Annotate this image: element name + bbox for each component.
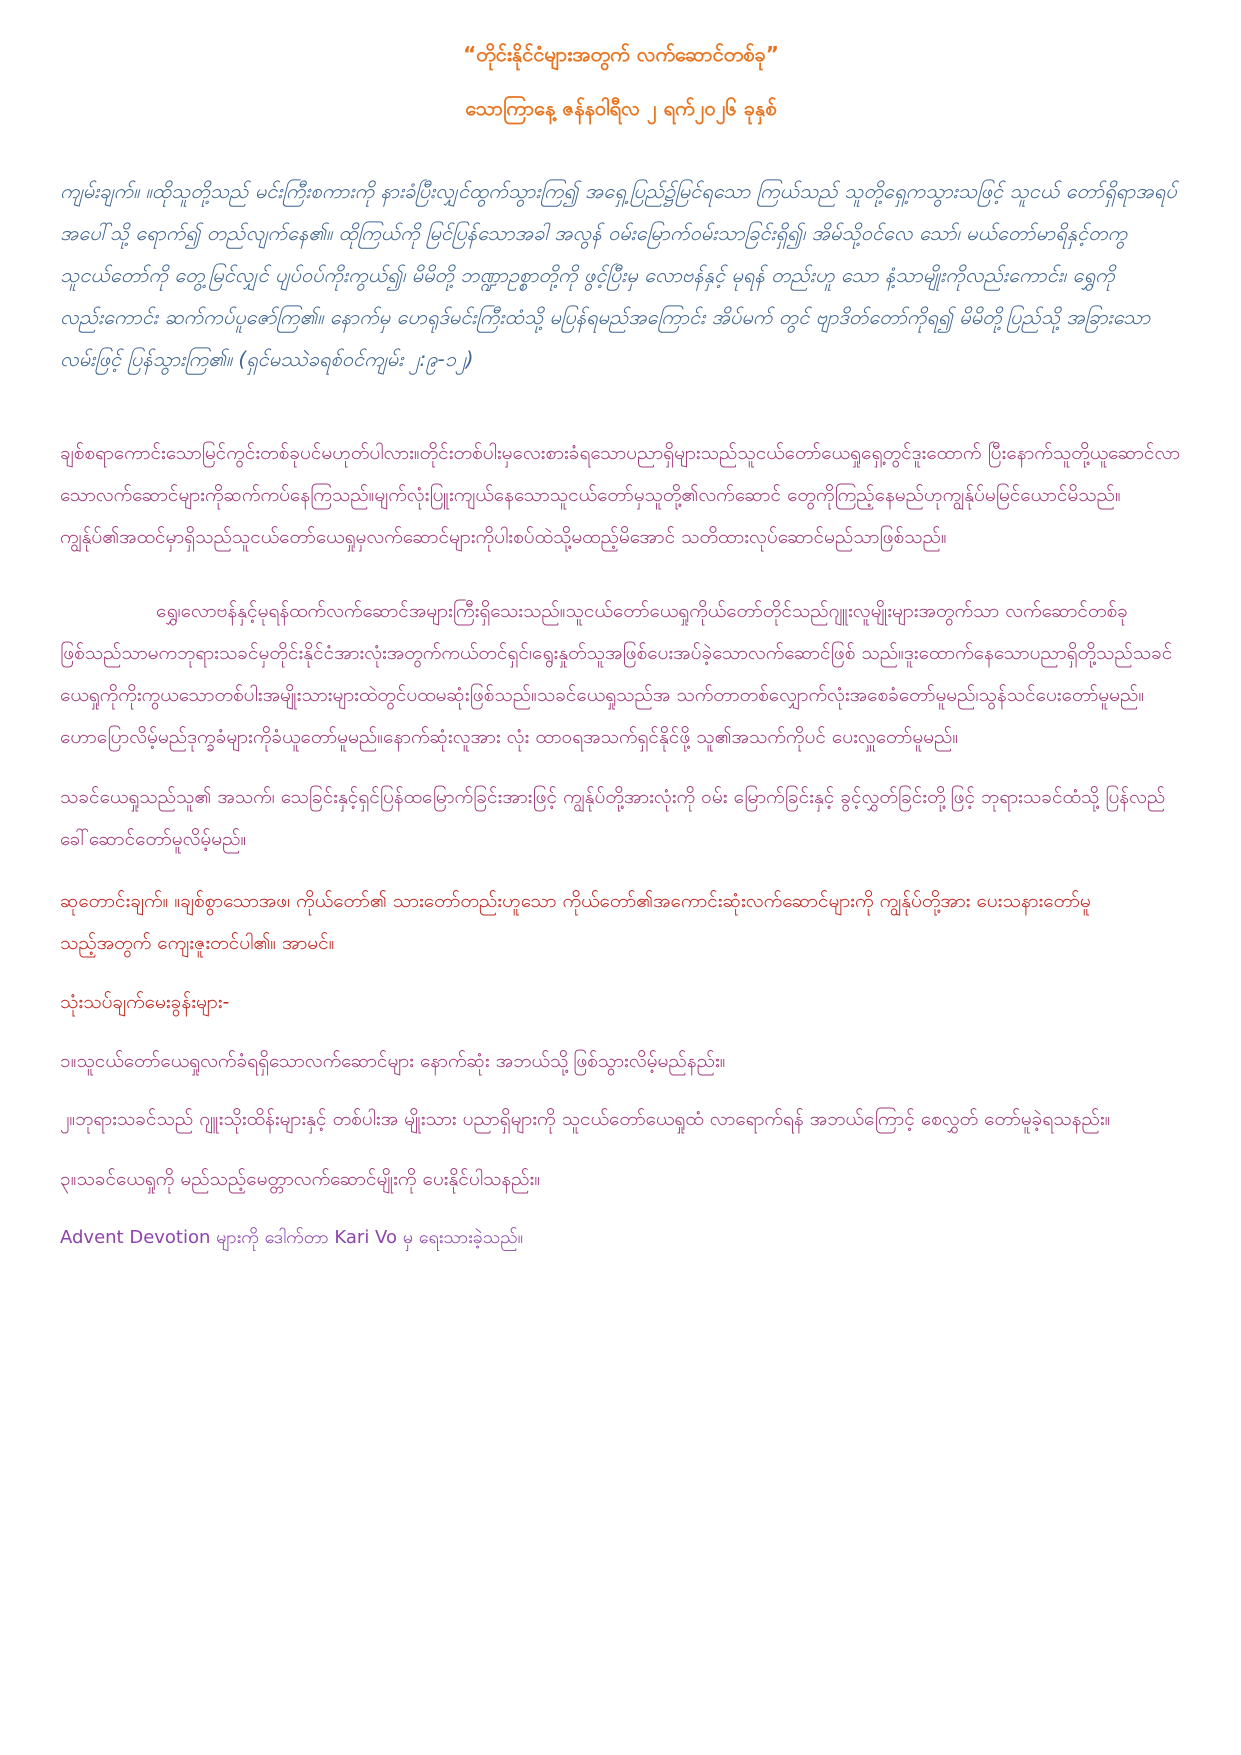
question-3: ၃။သခင်ယေရှုကို မည်သည့်မေတ္တာလက်ဆောင်မျိုးကို ပေးနိုင်ပါသနည်း။	[60, 1168, 541, 1190]
prayer-paragraph: ဆုတောင်းချက်။ ။ချစ်စွာသောအဖ၊ ကိုယ်တော်၏ သားတော်တည်းဟူသော ကိုယ်တော်၏အကောင်းဆုံးလက်ဆောင်များကို ကျွန်ုပ်တို့အား ပေးသနားတော်မူသည့်အတွက် ကျေးဇူးတင်ပါ၏။ အာမင်။	[60, 890, 1091, 954]
question-2: ၂။ဘုရားသခင်သည် ဂျူးသိုးထိန်းများနှင့် တစ်ပါးအ မျိုးသား ပညာရှိများကို သူငယ်တော်ယေရှုထံ လာရောက်ရန် အဘယ်ကြောင့် စေလွှတ် တော်မူခဲ့ရသနည်း။	[60, 1108, 1111, 1130]
devotion-page	[60, 38, 1182, 1276]
body-paragraph-3: သခင်ယေရှုသည်သူ၏ အသက်၊ သေခြင်းနှင့်ရှင်ပြန်ထမြောက်ခြင်းအားဖြင့် ကျွန်ုပ်တို့အားလုံးကို ဝမ်း မြောက်ခြင်းနှင့် ခွင့်လွှတ်ခြင်းတို့ဖြင့် ဘုရားသခင်ထံသို့ ပြန်လည်ခေါ်ဆောင်တော်မူလိမ့်မည်။	[60, 786, 1166, 850]
question-1: ၁။သူငယ်တော်ယေရှုလက်ခံရရှိသောလက်ဆောင်များ နောက်ဆုံး အဘယ်သို့ဖြစ်သွားလိမ့်မည်နည်း။	[60, 1050, 726, 1072]
document-date: သောကြာနေ့ ဇန်နဝါရီလ ၂ ရက်၂၀၂၆ ခုနှစ်	[465, 96, 777, 120]
body-paragraph-2: ရွှေ၊လောဗန်နှင့်မုရန်ထက်လက်ဆောင်အများကြီးရှိသေးသည်။သူငယ်တော်ယေရှုကိုယ်တော်တိုင်သည်ဂျူးလူမျိုးများအတွက်သာ လက်ဆောင်တစ်ခုဖြစ်သည်သာမကဘုရားသခင်မှတိုင်းနိုင်ငံအားလုံးအတွက်ကယ်တင်ရှင်၊ရွေးနှုတ်သူအဖြစ်ပေးအပ်ခဲ့သောလက်ဆောင်ဖြစ် သည်။ဒူးထောက်နေသောပညာရှိတို့သည်သခင်ယေရှုကိုကိုးကွယသောတစ်ပါးအမျိုးသားများထဲတွင်ပထမဆုံးဖြစ်သည်။သခင်ယေရှုသည်အ သက်တာတစ်လျှောက်လုံးအစေခံတော်မူမည်၊သွန်သင်ပေးတော်မူမည်။ဟောပြောလိမ့်မည်ဒုက္ခခံများကိုခံယူတော်မူမည်။နောက်ဆုံးလူအား လုံး ထာဝရအသက်ရှင်နိုင်ဖို့ သူ၏အသက်ကိုပင် ပေးလှူတော်မူမည်။	[60, 600, 1173, 748]
author-credit: Advent Devotion များကို ဒေါက်တာ Kari Vo မှ ရေးသားခဲ့သည်။	[60, 1227, 524, 1248]
questions-heading: သုံးသပ်ချက်မေးခွန်းများ-	[60, 991, 230, 1013]
scripture-passage: ကျမ်းချက်။ ။ထိုသူတို့သည် မင်းကြီးစကားကို နားခံပြီးလျှင်ထွက်သွားကြ၍ အရှေ့ပြည်၌မြင်ရသော ကြယ်သည် သူတို့ရှေ့ကသွားသဖြင့် သူငယ် တော်ရှိရာအရပ်အပေါ်သို့ ရောက်၍ တည်လျက်နေ၏။ ထိုကြယ်ကို မြင်ပြန်သောအခါ အလွန် ဝမ်းမြောက်ဝမ်းသာခြင်းရှိ၍၊ အိမ်သို့ဝင်လေ သော်၊ မယ်တော်မာရိနှင့်တကွ သူငယ်တော်ကို တွေ့မြင်လျှင် ပျပ်ဝပ်ကိုးကွယ်၍၊ မိမိတို့ ဘဏ္ဍာဥစ္စာတို့ကို ဖွင့်ပြီးမှ လောဗန်နှင့် မုရန် တည်းဟူ သော နံ့သာမျိုးကိုလည်းကောင်း၊ ရွှေကိုလည်းကောင်း ဆက်ကပ်ပူဇော်ကြ၏။ နောက်မှ ဟေရုဒ်မင်းကြီးထံသို့ မပြန်ရမည်အကြောင်း အိပ်မက် တွင် ဗျာဒိတ်တော်ကိုရ၍ မိမိတို့ပြည်သို့ အခြားသောလမ်းဖြင့် ပြန်သွားကြ၏။ (ရှင်မဿဲခရစ်ဝင်ကျမ်း ၂:၉-၁၂)	[60, 179, 1177, 371]
body-paragraph-1: ချစ်စရာကောင်းသောမြင်ကွင်းတစ်ခုပင်မဟုတ်ပါလား။တိုင်းတစ်ပါးမှလေးစားခံရသောပညာရှိများသည်သူငယ်တော်ယေရှုရှေ့တွင်ဒူးထောက် ပြီးနောက်သူတို့ယူဆောင်လာသောလက်ဆောင်များကိုဆက်ကပ်နေကြသည်။မျက်လုံးပြူးကျယ်နေသောသူငယ်တော်မှသူတို့၏လက်ဆောင် တွေကိုကြည့်နေမည်ဟုကျွန်ုပ်မမြင်ယောင်မိသည်။ကျွန်ုပ်၏အထင်မှာရှိသည်သူငယ်တော်ယေရှုမှလက်ဆောင်များကိုပါးစပ်ထဲသို့မထည့်မိအောင် သတိထားလုပ်ဆောင်မည်သာဖြစ်သည်။	[60, 442, 1181, 548]
document-title: “တိုင်းနိုင်ငံများအတွက် လက်ဆောင်တစ်ခု”	[463, 42, 779, 66]
